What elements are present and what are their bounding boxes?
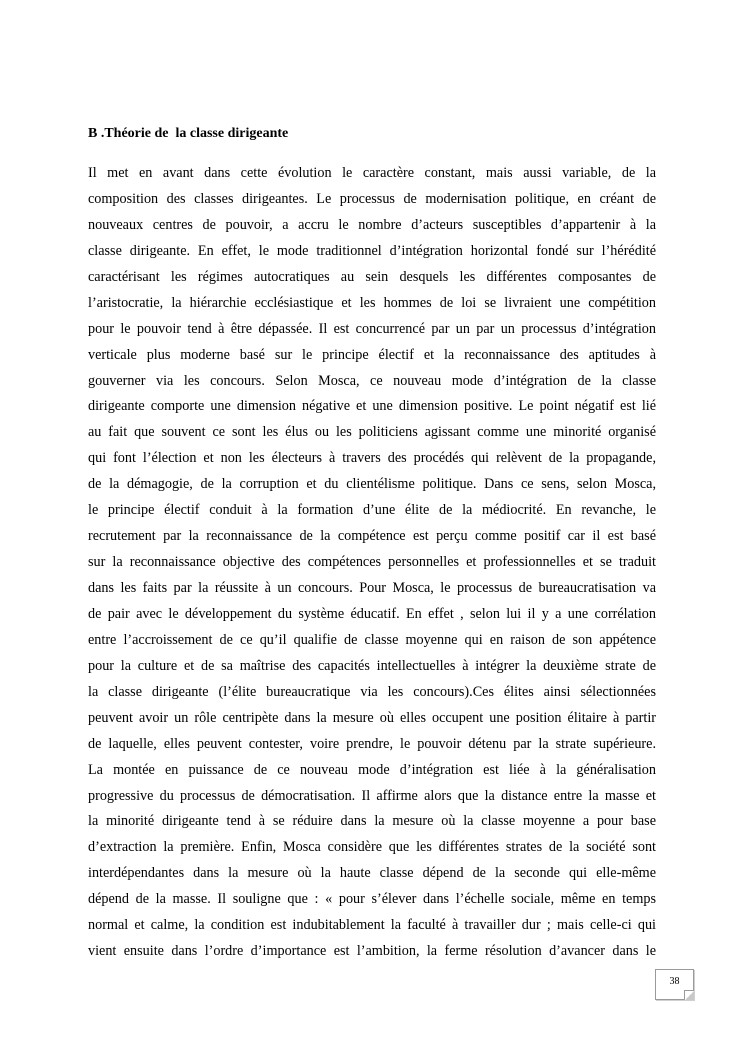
paragraph-line: la minorité dirigeante tend à se réduire dans la mesure où la classe moyenne a pour base: [88, 813, 656, 830]
paragraph-line: nouveaux centres de pouvoir, a accru le nombre d’acteurs susceptibles d’appartenir à la: [88, 216, 656, 233]
paragraph-line: entre l’accroissement de ce qu’il qualifie de classe moyenne qui en raison de son appétence: [88, 631, 656, 648]
paragraph-line: pour la culture et de sa maîtrise des capacités intellectuelles à intégrer la deuxième strate de: [88, 657, 656, 674]
paragraph-line: dépend de la masse. Il souligne que : « pour s’élever dans l’échelle sociale, même en temps: [88, 891, 656, 908]
paragraph-line: Il met en avant dans cette évolution le caractère constant, mais aussi variable, de la: [88, 165, 656, 181]
page-number-box: [655, 969, 694, 1000]
section-heading: B .Théorie de la classe dirigeante: [88, 126, 289, 141]
paragraph-line: peuvent avoir un rôle centripète dans la mesure où elles occupent une position élitaire à partir: [88, 709, 656, 726]
paragraph-line: La montée en puissance de ce nouveau mode d’intégration est liée à la généralisation: [88, 761, 656, 778]
paragraph-line: normal et calme, la condition est indubitablement la faculté à travailler dur ; mais celle-ci qui: [88, 917, 656, 934]
paragraph-line: verticale plus moderne basé sur le principe électif et la reconnaissance des aptitudes à: [88, 346, 656, 363]
paragraph-line: pour le pouvoir tend à être dépassée. Il est concurrencé par un par un processus d’intégration: [88, 320, 656, 337]
paragraph-line: le principe électif conduit à la formation d’une élite de la médiocrité. En revanche, le: [88, 502, 656, 519]
paragraph-line: progressive du processus de démocratisation. Il affirme alors que la distance entre la masse et: [88, 787, 656, 804]
paragraph-line: au fait que souvent ce sont les élus ou les politiciens agissant comme une minorité organisé: [88, 424, 656, 441]
paragraph-line: gouverner via les concours. Selon Mosca, ce nouveau mode d’intégration de la classe: [88, 372, 656, 389]
paragraph-line: qui font l’élection et non les électeurs à travers des procédés qui relèvent de la propagande,: [88, 450, 656, 467]
paragraph-line: dans les faits par la réussite à un concours. Pour Mosca, le processus de bureaucratisation va: [88, 580, 656, 596]
paragraph-line: interdépendantes dans la mesure où la haute classe dépend de la seconde qui elle-même: [88, 865, 656, 882]
paragraph-line: la classe dirigeante (l’élite bureaucratique via les concours).Ces élites ainsi sélectionnées: [88, 683, 656, 700]
paragraph-line: vient ensuite dans l’ordre d’importance est l’ambition, la ferme résolution d’avancer dans le: [88, 943, 656, 960]
paragraph-line: dirigeante comporte une dimension négative et une dimension positive. Le point négatif est lié: [88, 398, 656, 415]
paragraph-line: caractérisant les régimes autocratiques au sein desquels les différentes composantes de: [88, 268, 656, 285]
paragraph-line: l’aristocratie, la hiérarchie ecclésiastique et les hommes de loi se livraient une compétition: [88, 294, 656, 311]
page-number: 38: [669, 976, 680, 987]
paragraph-line: de laquelle, elles peuvent contester, voire prendre, le pouvoir détenu par la strate supérieure.: [88, 735, 656, 752]
paragraph-line: d’extraction la première. Enfin, Mosca considère que les différentes strates de la société sont: [88, 839, 656, 856]
paragraph-line: recrutement par la reconnaissance de la compétence est perçu comme positif car il est basé: [88, 528, 656, 545]
body-paragraph: [88, 160, 656, 964]
paragraph-line: de pair avec le développement du système éducatif. En effet , selon lui il y a une corrélation: [88, 605, 656, 622]
paragraph-line: composition des classes dirigeantes. Le processus de modernisation politique, en créant de: [88, 190, 656, 207]
paragraph-line: sur la reconnaissance objective des compétences personnelles et professionnelles et se traduit: [88, 554, 656, 571]
paragraph-line: de la démagogie, de la corruption et du clientélisme politique. Dans ce sens, selon Mosca,: [88, 476, 656, 493]
paragraph-line: classe dirigeante. En effet, le mode traditionnel d’intégration horizontal fondé sur l’hérédité: [88, 242, 656, 259]
